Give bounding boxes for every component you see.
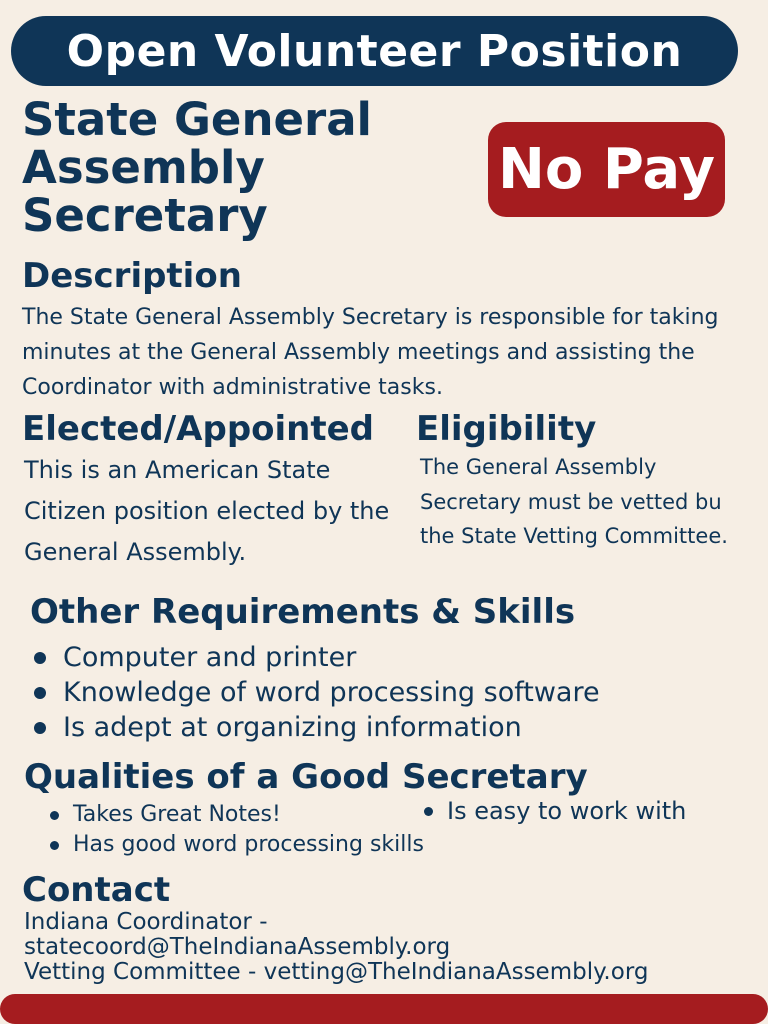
quality-text: Takes Great Notes! [73,802,281,827]
list-item [34,675,600,710]
contact-heading: Contact [22,870,171,910]
banner-title: Open Volunteer Position [66,25,683,77]
requirements-heading: Other Requirements & Skills [30,592,576,632]
eligibility-heading: Eligibility [416,409,597,449]
pay-badge [488,122,725,217]
bullet-icon [424,807,433,816]
header-banner [11,16,738,86]
qualities-heading: Qualities of a Good Secretary [24,757,588,797]
description-text: The State General Assembly Secretary is responsible for taking minutes at the General Assembly meetings and assisting the Coordinator with administrative tasks. [22,305,719,400]
eligibility-text: The General Assembly Secretary must be vetted bu the State Vetting Committee. [420,455,728,548]
contact-email-coordinator: statecoord@TheIndianaAssembly.org [24,934,451,960]
requirement-text: Computer and printer [63,642,357,673]
list-item [34,710,600,745]
quality-text: Is easy to work with [447,797,687,825]
qualities-list-left [50,800,424,860]
elected-heading: Elected/Appointed [22,409,375,449]
position-title-line1: State General [22,93,372,146]
list-item [424,796,686,826]
position-title-line2: Assembly [22,141,265,194]
qualities-list-right [424,796,686,826]
description-heading: Description [22,256,242,296]
list-item [50,830,424,860]
requirements-list [34,640,600,745]
bullet-icon [34,652,46,664]
elected-text: This is an American State Citizen position elected by the General Assembly. [24,456,390,566]
quality-text: Has good word processing skills [73,832,424,857]
position-title-line3: Secretary [22,189,268,242]
list-item [50,800,424,830]
contact-line-coordinator: Indiana Coordinator - [24,909,268,935]
list-item [34,640,600,675]
bullet-icon [50,811,59,820]
contact-line-vetting: Vetting Committee - vetting@TheIndianaAssembly.org [24,959,649,985]
footer-bar [0,994,768,1024]
bullet-icon [34,722,46,734]
contact-info [24,910,648,985]
pay-badge-label: No Pay [498,137,715,202]
bullet-icon [50,841,59,850]
position-title [22,93,442,242]
bullet-icon [34,687,46,699]
requirement-text: Is adept at organizing information [63,712,522,743]
requirement-text: Knowledge of word processing software [63,677,600,708]
